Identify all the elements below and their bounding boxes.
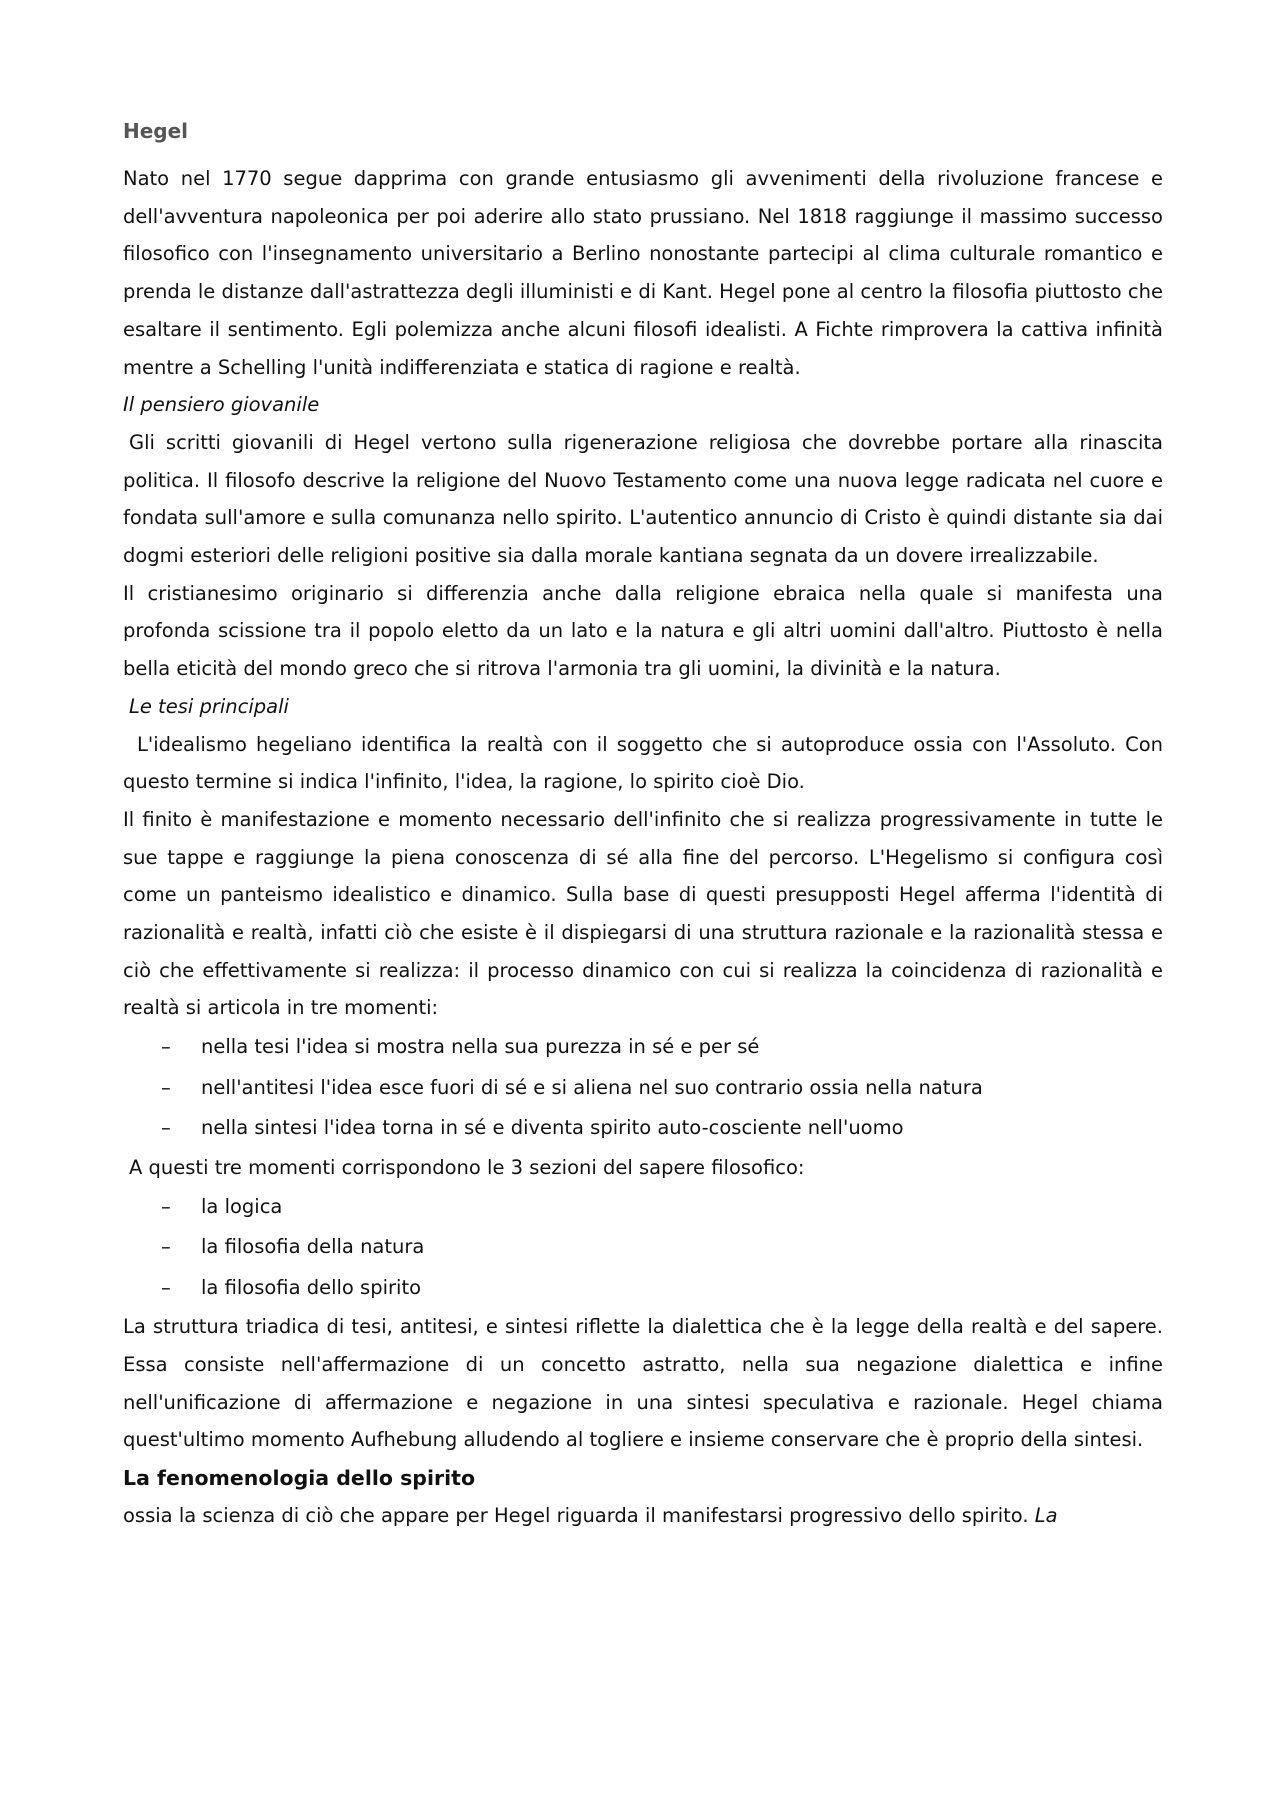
document-title: Hegel [123, 119, 189, 143]
sections-intro: A questi tre momenti corrispondono le 3 sezioni del sapere filosofico: [129, 1155, 805, 1179]
dash-bullet: – [161, 1235, 171, 1259]
dash-bullet: – [161, 1035, 171, 1059]
section3-text-italic: La [1034, 1503, 1058, 1527]
section-heading-tesi-principali: Le tesi principali [129, 694, 289, 718]
section1-paragraph-1: Gli scritti giovanili di Hegel vertono sulla rigenerazione religiosa che dovrebbe portare alla rinascita politica. Il filosofo descrive la religione del Nuovo Testamento come una nuova legge radicata nel cuore e fondata sull'amore e sulla comunanza nello spirito. L'autentico annuncio di Cristo è quindi distante sia dai dogmi esteriori delle religioni positive sia dalla morale kantiana segnata da un dovere irrealizzabile. [123, 430, 1163, 568]
dash-bullet: – [161, 1194, 171, 1218]
dash-bullet: – [161, 1075, 171, 1099]
section2-paragraph-3: La struttura triadica di tesi, antitesi, e sintesi riflette la dialettica che è la legge della realtà e del sapere. Essa consiste nell'affermazione di un concetto astratto, nella sua negazione dialettica e infine nell'unificazione di affermazione e negazione in una sintesi speculativa e razionale. Hegel chiama quest'ultimo momento Aufhebung alludendo al togliere e insieme conservare che è proprio della sintesi. [123, 1315, 1163, 1452]
moments-list [123, 1027, 1163, 1149]
sections-list [123, 1187, 1163, 1309]
list-item: – nell'antitesi l'idea esce fuori di sé e si aliena nel suo contrario ossia nella natura [123, 1068, 1163, 1109]
document-page [123, 115, 1163, 1535]
list-item: – nella sintesi l'idea torna in sé e diventa spirito auto-cosciente nell'uomo [123, 1108, 1163, 1149]
list-item: – la filosofia della natura [123, 1227, 1163, 1268]
section3-text: ossia la scienza di ciò che appare per Hegel riguarda il manifestarsi progressivo dello spirito. La [123, 1503, 1058, 1527]
section-heading-pensiero-giovanile: Il pensiero giovanile [123, 393, 320, 417]
dash-bullet: – [161, 1275, 171, 1299]
section2-paragraph-1: L'idealismo hegeliano identifica la realtà con il soggetto che si autoproduce ossia con l'Assoluto. Con questo termine si indica l'infinito, l'idea, la ragione, lo spirito cioè Dio. [123, 732, 1163, 794]
dash-bullet: – [161, 1116, 171, 1140]
list-item: – nella tesi l'idea si mostra nella sua purezza in sé e per sé [123, 1027, 1163, 1068]
section1-paragraph-2: Il cristianesimo originario si differenzia anche dalla religione ebraica nella quale si manifesta una profonda scissione tra il popolo eletto da un lato e la natura e gli altri uomini dall'altro. Piuttosto è nella bella eticità del mondo greco che si ritrova l'armonia tra gli uomini, la divinità e la natura. [123, 581, 1163, 681]
list-item: – la filosofia dello spirito [123, 1268, 1163, 1309]
list-item: – la logica [123, 1187, 1163, 1228]
section2-paragraph-2: Il finito è manifestazione e momento necessario dell'infinito che si realizza progressivamente in tutte le sue tappe e raggiunge la piena conoscenza di sé alla fine del percorso. L'Hegelismo si configura così come un panteismo idealistico e dinamico. Sulla base di questi presupposti Hegel afferma l'identità di razionalità e realtà, infatti ciò che esiste è il dispiegarsi di una struttura razionale e la razionalità stessa e ciò che effettivamente si realizza: il processo dinamico con cui si realizza la coincidenza di razionalità e realtà si articola in tre momenti: [123, 807, 1163, 1020]
section-heading-fenomenologia: La fenomenologia dello spirito [123, 1465, 476, 1490]
intro-paragraph: Nato nel 1770 segue dapprima con grande entusiasmo gli avvenimenti della rivoluzione francese e dell'avventura napoleonica per poi aderire allo stato prussiano. Nel 1818 raggiunge il massimo successo filosofico con l'insegnamento universitario a Berlino nonostante partecipi al clima culturale romantico e prenda le distanze dall'astrattezza degli illuministi e di Kant. Hegel pone al centro la filosofia piuttosto che esaltare il sentimento. Egli polemizza anche alcuni filosofi idealisti. A Fichte rimprovera la cattiva infinità mentre a Schelling l'unità indifferenziata e statica di ragione e realtà. [123, 167, 1163, 379]
